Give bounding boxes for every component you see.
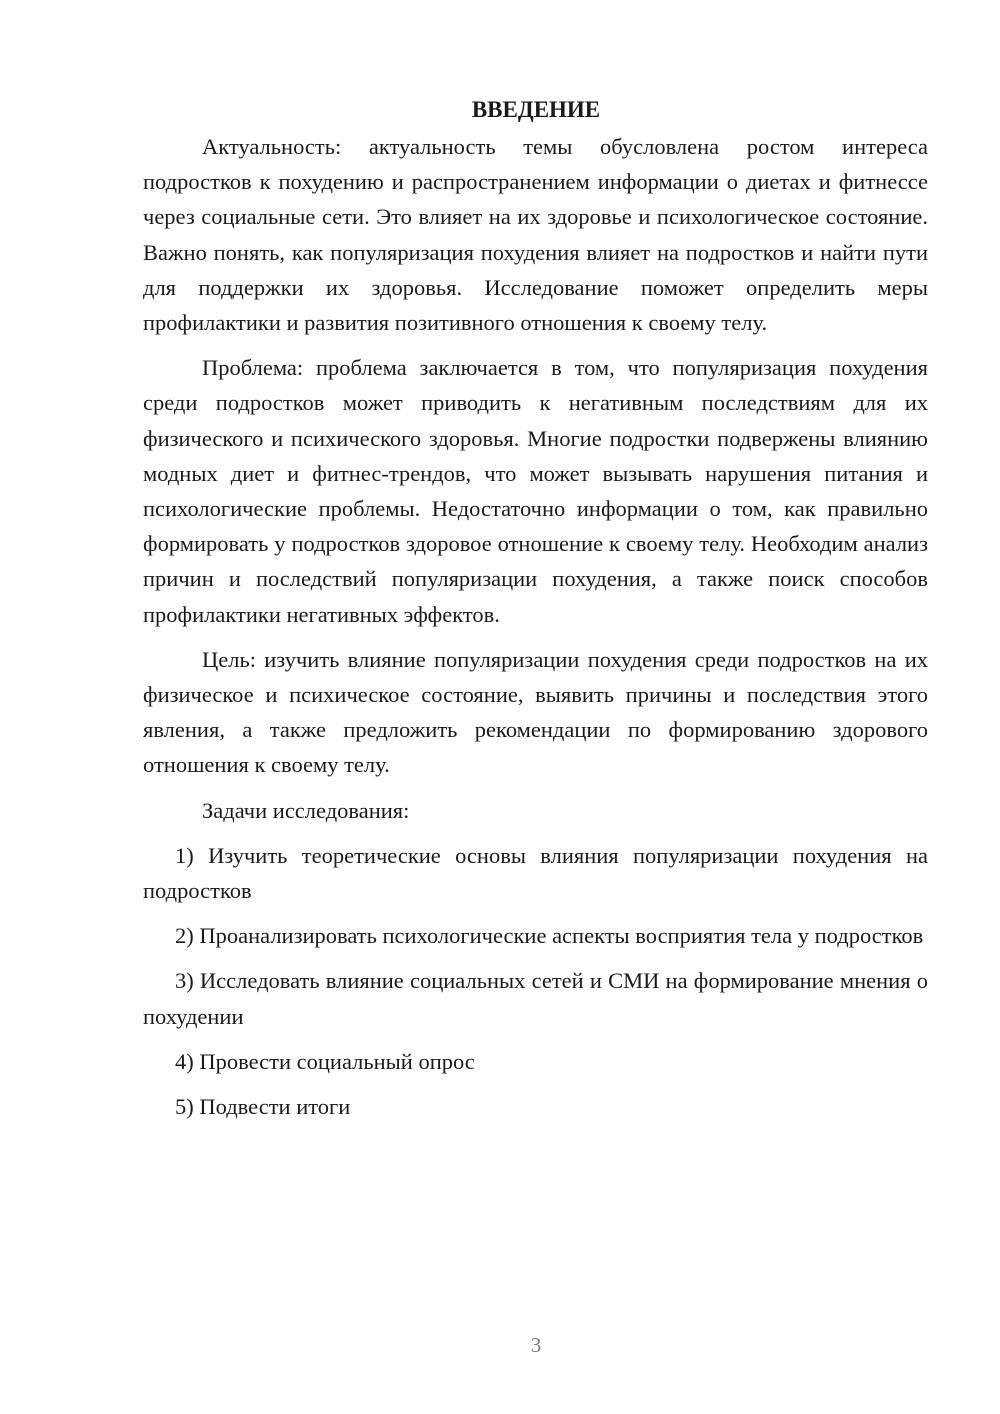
- page-number: 3: [530, 1333, 542, 1357]
- tasks-intro: Задачи исследования:: [202, 797, 410, 823]
- relevance-paragraph: Актуальность: актуальность темы обусловлена ростом интереса подростков к похудению и распространением информации о диетах и фитнессе через социальные сети. Это влияет на их здоровье и психологическое состояние. Важно понять, как популяризация похудения влияет на подростков и найти пути для поддержки их здоровья. Исследование поможет определить меры профилактики и развития позитивного отношения к своему телу.: [143, 134, 928, 336]
- task-item: 4) Провести социальный опрос: [175, 1048, 475, 1074]
- problem-paragraph: Проблема: проблема заключается в том, что популяризация похудения среди подростков может приводить к негативным последствиям для их физического и психического здоровья. Многие подростки подвержены влиянию модных диет и фитнес-трендов, что может вызывать нарушения питания и психологические проблемы. Недостаточно информации о том, как правильно формировать у подростков здоровое отношение к своему телу. Необходим анализ причин и последствий популяризации похудения, а также поиск способов профилактики негативных эффектов.: [143, 355, 928, 627]
- task-item: 5) Подвести итоги: [175, 1094, 351, 1120]
- goal-paragraph: Цель: изучить влияние популяризации похудения среди подростков на их физическое и психическое состояние, выявить причины и последствия этого явления, а также предложить рекомендации по формированию здорового отношения к своему телу.: [143, 646, 928, 778]
- document-page: [143, 92, 928, 1124]
- section-heading: ВВЕДЕНИЕ: [471, 97, 601, 122]
- task-item: 3) Исследовать влияние социальных сетей и СМИ на формирование мнения о похудении: [143, 968, 928, 1029]
- task-list: [143, 838, 928, 1124]
- task-item: 2) Проанализировать психологические аспекты восприятия тела у подростков: [175, 923, 924, 949]
- task-item: 1) Изучить теоретические основы влияния популяризации похудения на подростков: [143, 842, 928, 904]
